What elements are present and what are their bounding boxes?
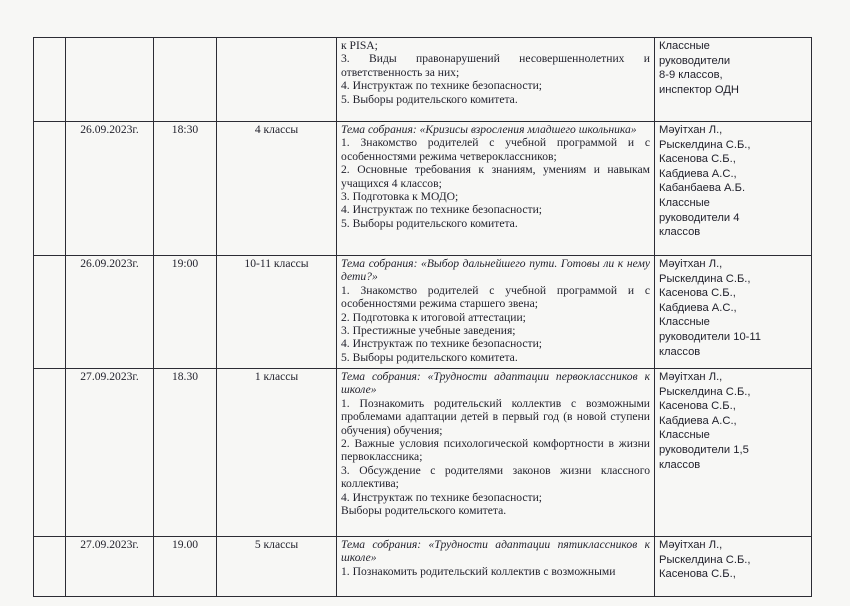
responsible-line: Кабдиева А.С., <box>659 414 737 427</box>
responsible-line: Касенова С.Б., <box>659 153 736 166</box>
agenda-cell <box>337 537 655 597</box>
agenda-item: 1. Познакомить родительский коллектив с возможными проблемами адаптации детей в первый год (в новой ступени обучения) обучения; <box>341 396 650 437</box>
agenda-item: 2. Основные требования к знаниям, умениям и навыкам учащихся 4 классов; <box>341 163 650 190</box>
responsible-line: Кабдиева А.С., <box>659 301 737 314</box>
responsible-line: Мәуітхан Л., <box>659 539 723 551</box>
number-cell <box>34 38 66 122</box>
date-cell <box>66 38 154 122</box>
agenda-item: Выборы родительского комитета. <box>341 504 507 518</box>
date-cell: 26.09.2023г. <box>66 122 154 256</box>
number-cell <box>34 369 66 537</box>
table-row <box>34 537 812 597</box>
time-cell: 18:30 <box>154 122 217 256</box>
agenda-item: 3. Подготовка к МОДО; <box>341 190 459 204</box>
responsible-line: Рыскелдина С.Б., <box>659 272 751 285</box>
number-cell <box>34 537 66 597</box>
responsible-line: инспектор ОДН <box>659 83 739 96</box>
agenda-item: 5. Выборы родительского комитета. <box>341 350 518 364</box>
table-row <box>34 122 812 256</box>
agenda-item: 4. Инструктаж по технике безопасности; <box>341 203 543 217</box>
responsible-cell <box>655 38 812 122</box>
agenda-item: 1. Знакомство родителей с учебной программой и с особенностями режима четвероклассников; <box>341 136 650 163</box>
time-cell: 19:00 <box>154 256 217 369</box>
meetings-table <box>33 37 812 597</box>
agenda-item: 3. Обсуждение с родителями законов жизни классного коллектива; <box>341 463 650 491</box>
responsible-line: Рыскелдина С.Б., <box>659 385 751 398</box>
responsible-cell <box>655 537 812 597</box>
group-cell <box>217 38 337 122</box>
group-cell: 5 классы <box>217 537 337 597</box>
time-cell <box>154 38 217 122</box>
responsible-line: Касенова С.Б., <box>659 568 736 581</box>
agenda-item: 1. Знакомство родителей с учебной программой и с особенностями режима старшего звена; <box>341 283 650 311</box>
agenda-item: 4. Инструктаж по технике безопасности; <box>341 337 543 351</box>
table-row <box>34 38 812 122</box>
responsible-cell <box>655 256 812 369</box>
meeting-topic: Тема собрания: «Трудности адаптации первоклассников к школе» <box>341 370 650 397</box>
responsible-line: руководители 1,5 <box>659 443 749 456</box>
responsible-line: Рыскелдина С.Б., <box>659 138 751 151</box>
meeting-topic: Тема собрания: «Кризисы взросления младшего школьника» <box>341 123 637 136</box>
agenda-item: к PISA; <box>341 39 378 52</box>
date-cell: 27.09.2023г. <box>66 369 154 537</box>
responsible-line: Классные <box>659 40 710 52</box>
agenda-item: 2. Подготовка к итоговой аттестации; <box>341 310 526 324</box>
agenda-item: 3. Виды правонарушений несовершеннолетних и ответственность за них; <box>341 52 650 79</box>
responsible-line: Касенова С.Б., <box>659 287 736 300</box>
responsible-line: руководители 4 <box>659 211 740 224</box>
table-row <box>34 369 812 537</box>
responsible-line: классов <box>659 458 701 471</box>
agenda-item: 2. Важные условия психологической комфортности в жизни первоклассника; <box>341 437 650 464</box>
number-cell <box>34 256 66 369</box>
responsible-line: Классные <box>659 316 710 329</box>
group-cell: 1 классы <box>217 369 337 537</box>
responsible-line: Касенова С.Б., <box>659 400 736 413</box>
agenda-item: 3. Престижные учебные заведения; <box>341 324 516 338</box>
time-cell: 19.00 <box>154 537 217 597</box>
meeting-topic: Тема собрания: «Выбор дальнейшего пути. Готовы ли к нему дети?» <box>341 257 650 284</box>
agenda-cell <box>337 256 655 369</box>
table-row <box>34 256 812 369</box>
responsible-line: Рыскелдина С.Б., <box>659 553 751 566</box>
number-cell <box>34 122 66 256</box>
responsible-line: руководители <box>659 54 731 67</box>
agenda-item: 1. Познакомить родительский коллектив с возможными <box>341 564 616 578</box>
responsible-line: Мәуітхан Л., <box>659 371 723 383</box>
responsible-line: руководители 10-11 <box>659 330 762 343</box>
responsible-line: Классные <box>659 196 710 209</box>
responsible-line: 8-9 классов, <box>659 69 723 82</box>
responsible-line: классов <box>659 345 701 358</box>
responsible-cell <box>655 122 812 256</box>
time-cell: 18.30 <box>154 369 217 537</box>
meeting-topic: Тема собрания: «Трудности адаптации пятиклассников к школе» <box>341 538 650 565</box>
group-cell: 4 классы <box>217 122 337 256</box>
agenda-item: 5. Выборы родительского комитета. <box>341 216 518 230</box>
group-cell: 10-11 классы <box>217 256 337 369</box>
responsible-line: Кабанбаева А.Б. <box>659 182 746 195</box>
agenda-item: 4. Инструктаж по технике безопасности; <box>341 490 543 504</box>
responsible-line: классов <box>659 226 701 239</box>
agenda-item: 4. Инструктаж по технике безопасности; <box>341 79 543 93</box>
date-cell: 26.09.2023г. <box>66 256 154 369</box>
responsible-line: Мәуітхан Л., <box>659 124 723 136</box>
date-cell: 27.09.2023г. <box>66 537 154 597</box>
responsible-line: Классные <box>659 429 710 442</box>
agenda-cell <box>337 369 655 537</box>
agenda-cell <box>337 38 655 122</box>
responsible-cell <box>655 369 812 537</box>
responsible-line: Кабдиева А.С., <box>659 167 737 180</box>
agenda-item: 5. Выборы родительского комитета. <box>341 92 518 106</box>
responsible-line: Мәуітхан Л., <box>659 258 723 270</box>
agenda-cell <box>337 122 655 256</box>
